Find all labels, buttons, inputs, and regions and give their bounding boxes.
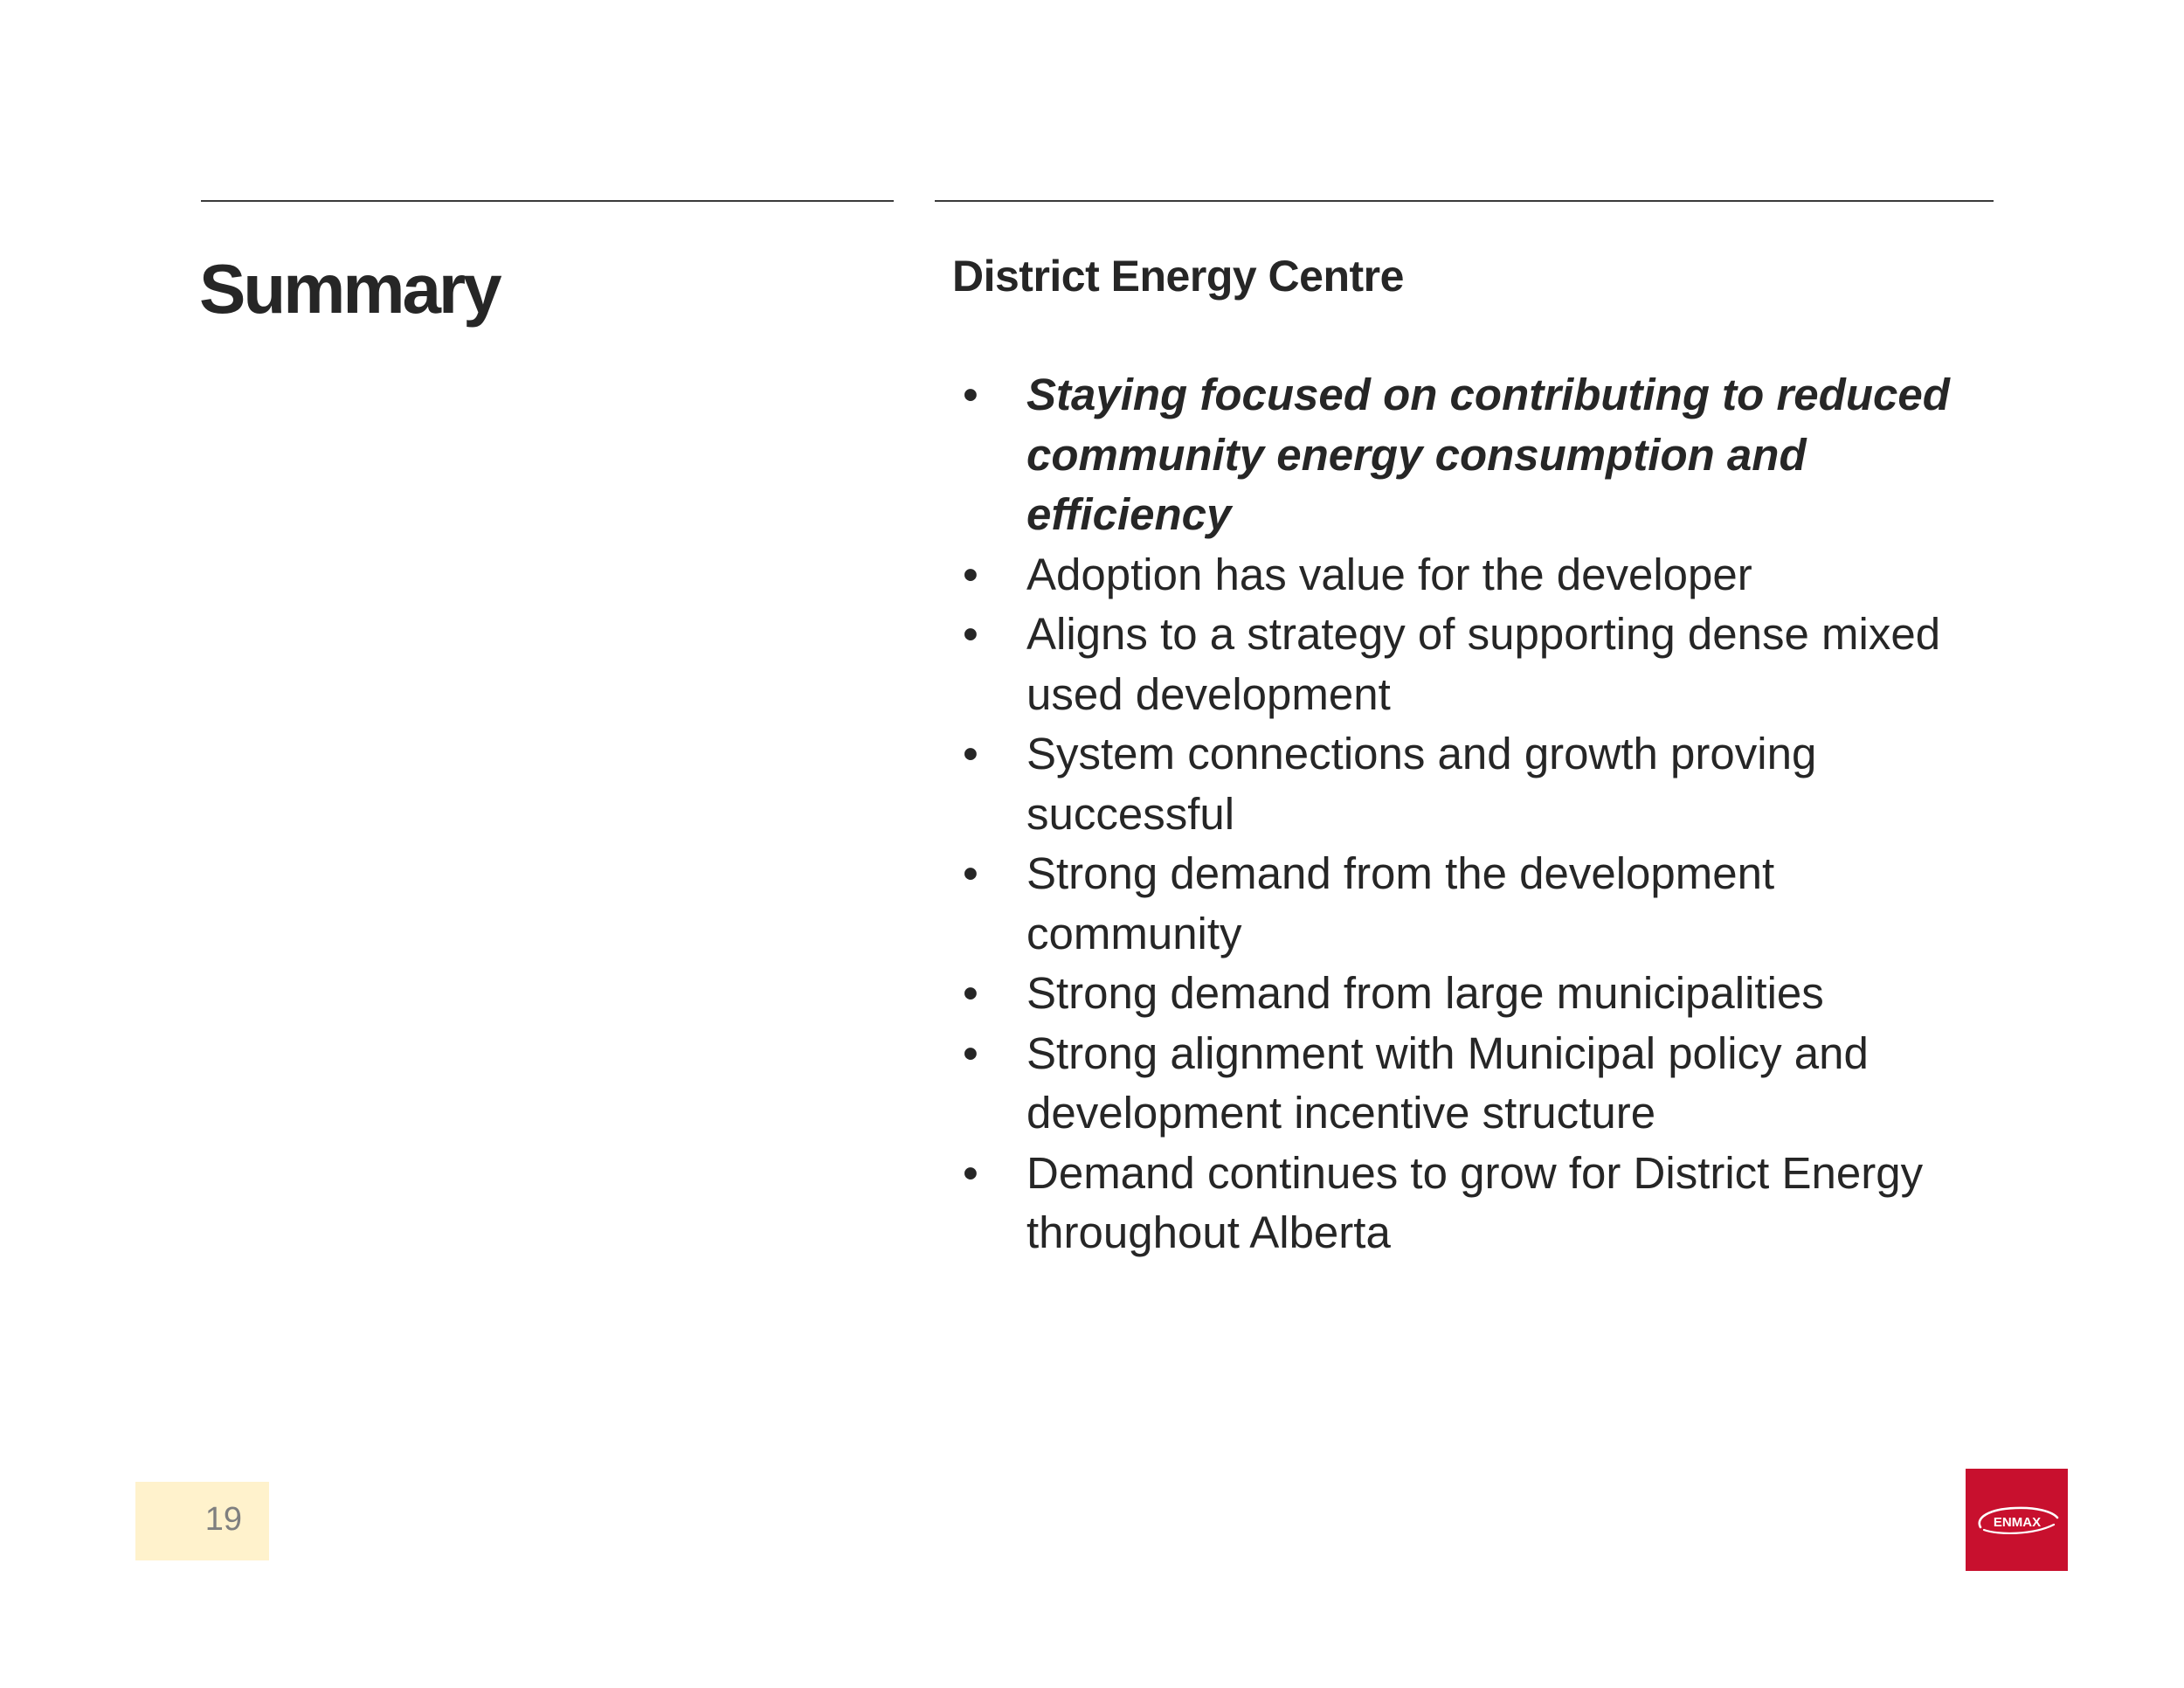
bullet-text: Adoption has value for the developer [1026, 549, 1752, 599]
bullet-text: Strong alignment with Municipal policy and development incentive structure [1026, 1027, 1869, 1138]
title-divider-left [201, 200, 894, 202]
bullet-icon: • [963, 1027, 978, 1078]
slide-title: Summary [199, 250, 500, 328]
bullet-item [952, 844, 2001, 964]
bullet-icon: • [963, 549, 978, 599]
enmax-logo [1966, 1469, 2068, 1571]
bullet-item [952, 365, 2001, 545]
bullet-item [952, 1024, 2001, 1144]
bullet-text: Aligns to a strategy of supporting dense mixed used development [1026, 609, 1941, 719]
bullet-item [952, 545, 2001, 605]
bullet-text: Demand continues to grow for District Energy throughout Alberta [1026, 1147, 1924, 1257]
bullet-text: Strong demand from the development community [1026, 848, 1775, 958]
section-heading: District Energy Centre [952, 252, 1404, 301]
bullet-item [952, 1144, 2001, 1263]
bullet-icon: • [963, 609, 978, 659]
bullet-icon: • [963, 848, 978, 898]
bullet-text: System connections and growth proving successful [1026, 729, 1817, 839]
enmax-logo-icon [1972, 1498, 2063, 1542]
title-divider-right [935, 200, 1994, 202]
bullet-item [952, 724, 2001, 844]
bullet-icon: • [963, 729, 978, 778]
bullet-icon: • [963, 968, 978, 1018]
bullet-icon: • [963, 370, 978, 419]
logo-text: ENMAX [1993, 1514, 2041, 1530]
bullet-text: Staying focused on contributing to reduced community energy consumption and efficiency [1026, 370, 1950, 539]
page-number: 19 [204, 1501, 242, 1538]
bullet-item [952, 964, 2001, 1024]
bullet-icon: • [963, 1147, 978, 1198]
bullet-item [952, 605, 2001, 724]
page-number-box [135, 1482, 269, 1560]
bullet-list [952, 365, 2001, 1263]
bullet-text: Strong demand from large municipalities [1026, 968, 1824, 1018]
